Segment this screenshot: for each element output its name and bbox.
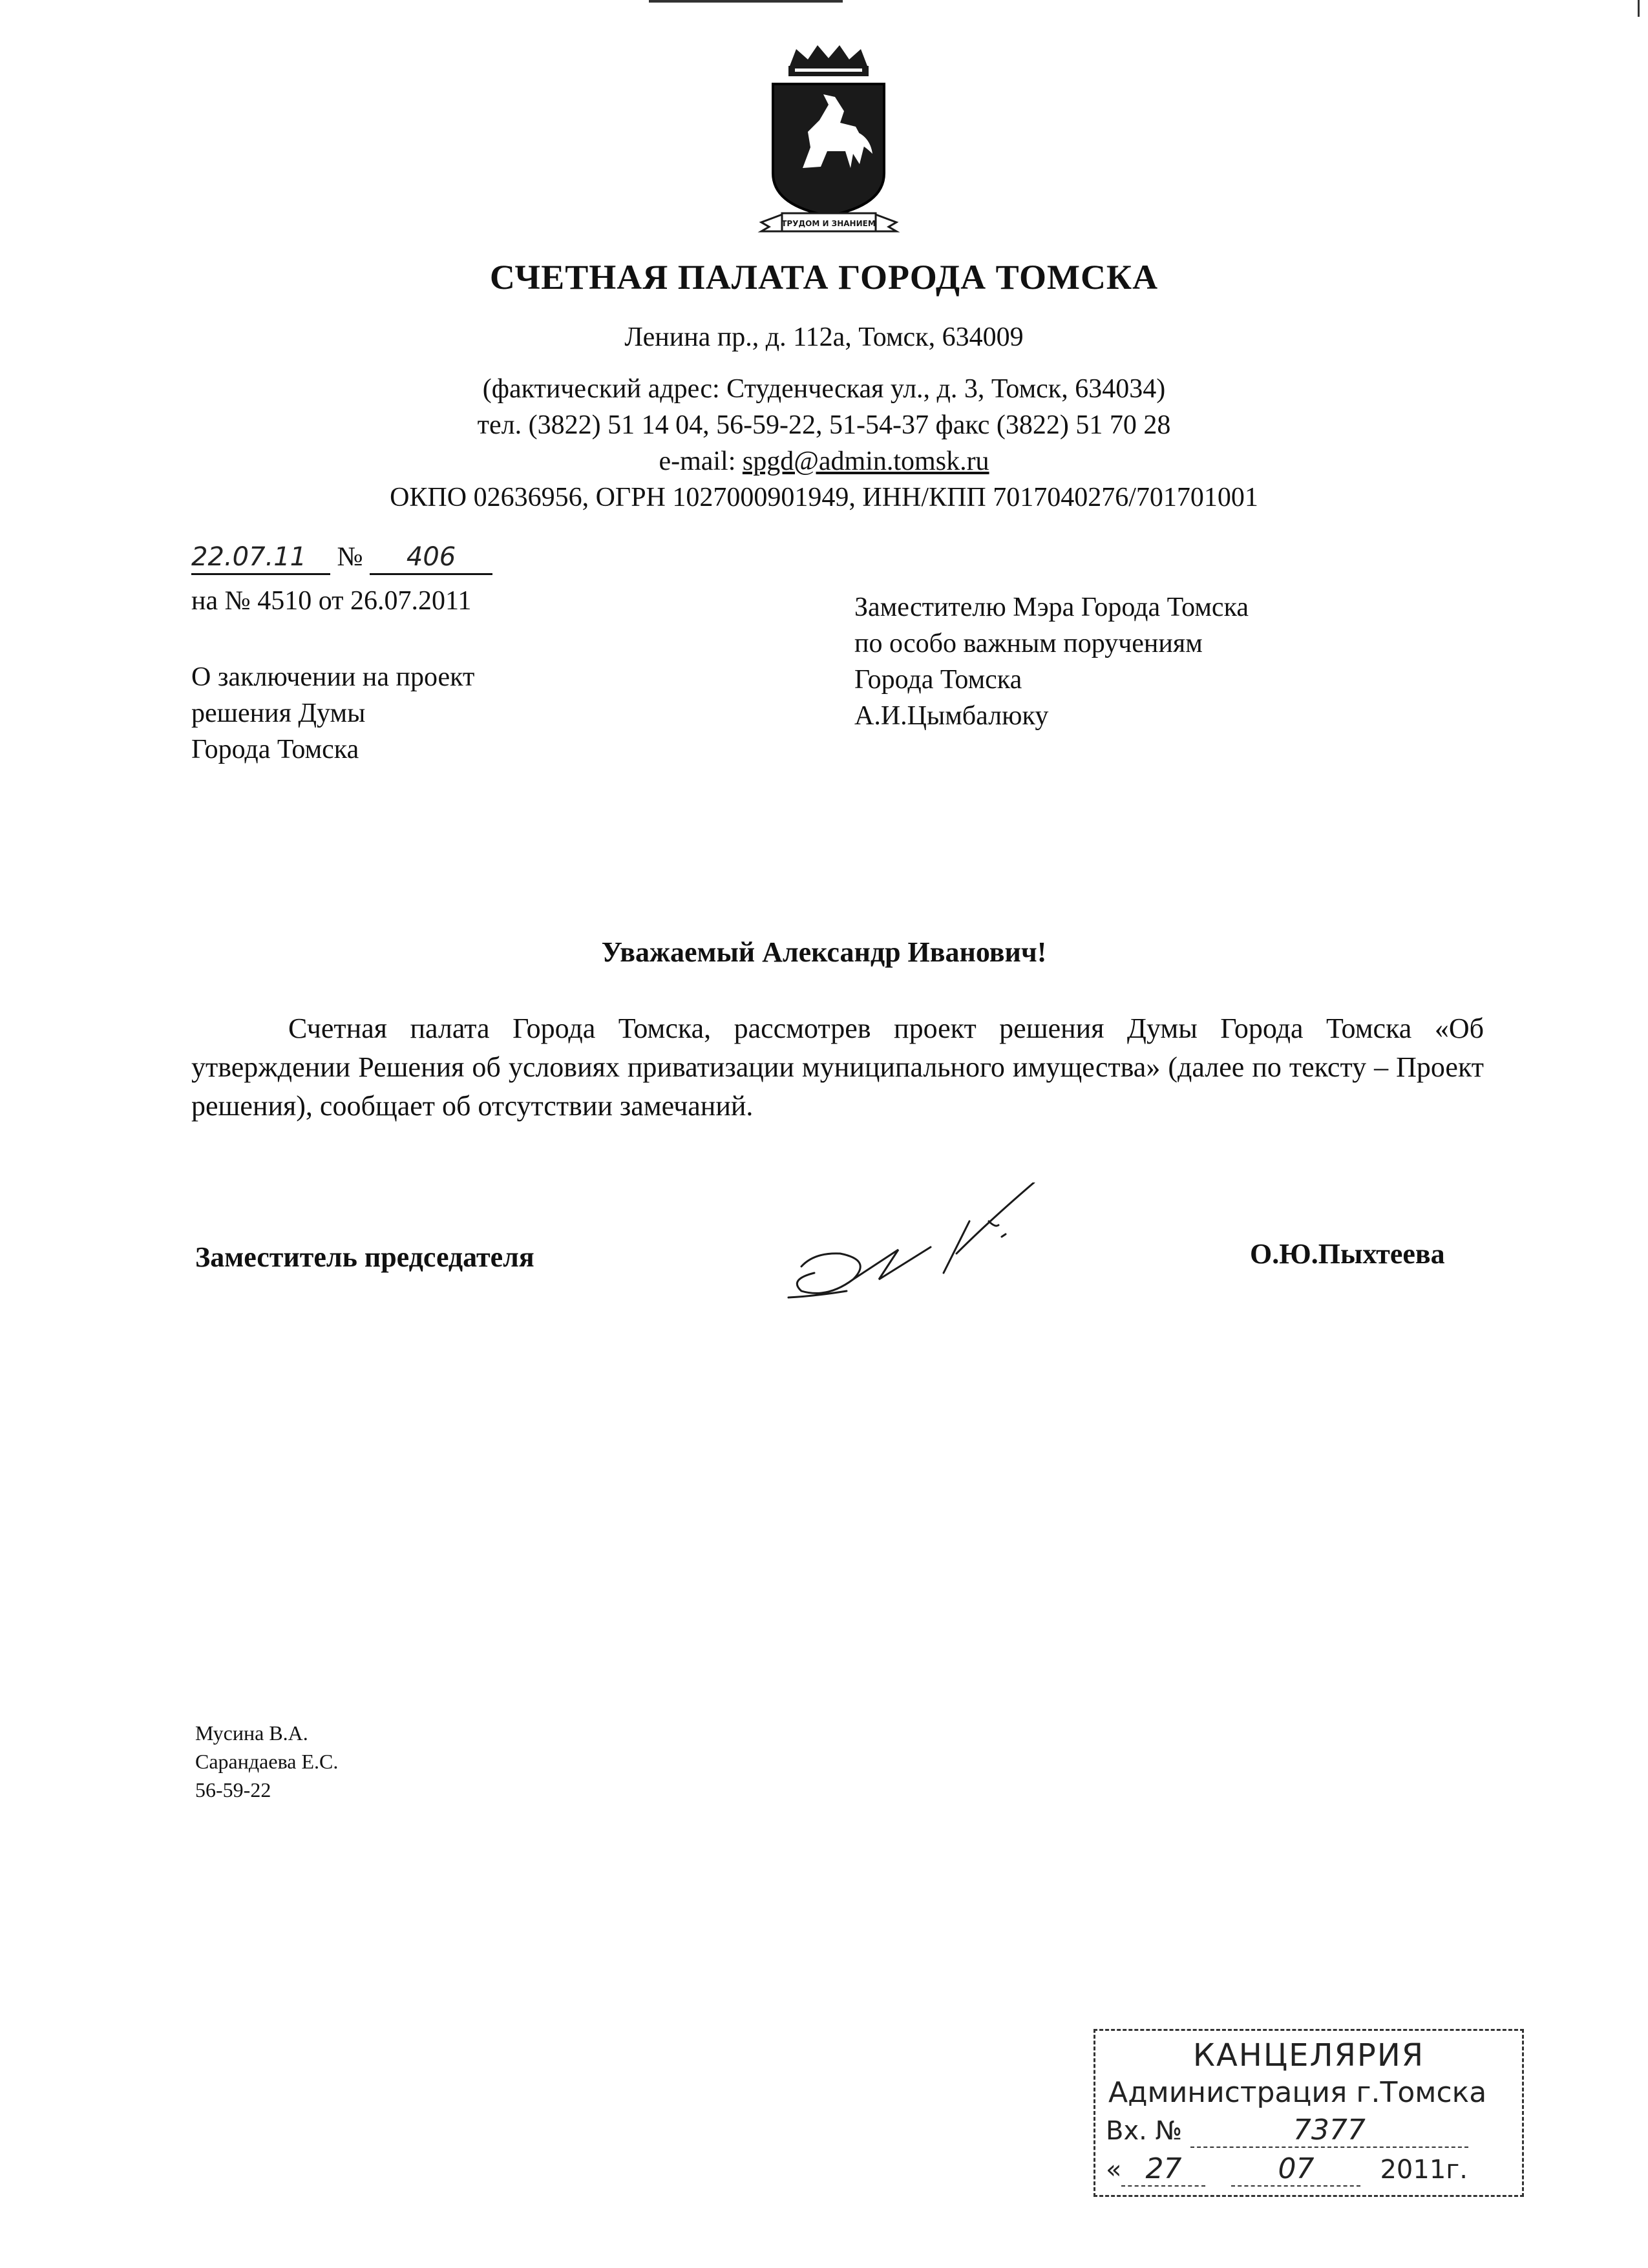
executor-line: Сарандаева Е.С.: [195, 1750, 339, 1773]
stamp-year: 2011г.: [1380, 2155, 1468, 2185]
email-label: e-mail:: [659, 446, 743, 476]
executors-block: [195, 1719, 338, 1804]
stamp-incoming-label: Вх. №: [1106, 2116, 1183, 2146]
stamp-organization: Администрация г.Томска: [1108, 2076, 1487, 2109]
stamp-incoming: [1106, 2114, 1468, 2148]
stamp-day: 27: [1121, 2152, 1205, 2187]
phone-line: тел. (3822) 51 14 04, 56-59-22, 51-54-37 факс (3822) 51 70 28: [477, 410, 1171, 440]
outgoing-date: 22.07.11: [191, 542, 330, 575]
addressee-line: Заместителю Мэра Города Томска: [854, 593, 1249, 622]
scan-edge-mark: [1638, 0, 1640, 17]
addressee-line: по особо важным поручениям: [854, 629, 1203, 658]
subject-line: О заключении на проект: [191, 662, 475, 692]
outgoing-number: 406: [370, 542, 492, 575]
actual-address: (фактический адрес: Студенческая ул., д. 3, Томск, 634034): [482, 374, 1166, 404]
legal-address: Ленина пр., д. 112а, Томск, 634009: [624, 322, 1024, 352]
tomsk-coat-of-arms-icon: [756, 40, 902, 234]
email-line: [0, 446, 1648, 477]
email-link[interactable]: spgd@admin.tomsk.ru: [742, 446, 989, 476]
salutation: Уважаемый Александр Иванович!: [601, 936, 1047, 968]
reply-reference: на № 4510 от 26.07.2011: [191, 586, 472, 616]
letter-body: Счетная палата Города Томска, рассмотрев проект решения Думы Города Томска «Об утверждении Решения об условиях приватизации муниципального имущества» (далее по тексту – Проект решения), сообщает об отсутствии замечаний.: [191, 1013, 1484, 1122]
addressee-block: [854, 589, 1249, 734]
chancellery-stamp: [1093, 2029, 1524, 2197]
stamp-incoming-number: 7377: [1190, 2114, 1468, 2148]
stamp-month: 07: [1231, 2152, 1360, 2187]
addressee-line: А.И.Цымбалюку: [854, 701, 1049, 731]
signatory-name: О.Ю.Пыхтеева: [1250, 1238, 1445, 1270]
outgoing-registration: [191, 541, 492, 575]
scan-edge-line: [649, 0, 843, 3]
subject-line: Города Томска: [191, 735, 359, 764]
subject-line: решения Думы: [191, 698, 366, 728]
addressee-line: Города Томска: [854, 665, 1022, 695]
subject-block: [191, 659, 474, 768]
emblem-motto: ТРУДОМ И ЗНАНИЕМ: [781, 219, 876, 228]
handwritten-signature: [776, 1182, 1086, 1312]
executor-line: 56-59-22: [195, 1778, 271, 1801]
organization-title: СЧЕТНАЯ ПАЛАТА ГОРОДА ТОМСКА: [489, 258, 1159, 297]
signatory-position: Заместитель председателя: [195, 1241, 534, 1273]
number-sign: №: [337, 542, 363, 572]
stamp-quote: «: [1106, 2155, 1122, 2185]
registration-ids: ОКПО 02636956, ОГРН 1027000901949, ИНН/КПП 7017040276/701701001: [390, 483, 1258, 512]
stamp-title: КАНЦЕЛЯРИЯ: [1192, 2037, 1425, 2074]
executor-line: Мусина В.А.: [195, 1721, 308, 1745]
stamp-date: [1106, 2152, 1468, 2187]
